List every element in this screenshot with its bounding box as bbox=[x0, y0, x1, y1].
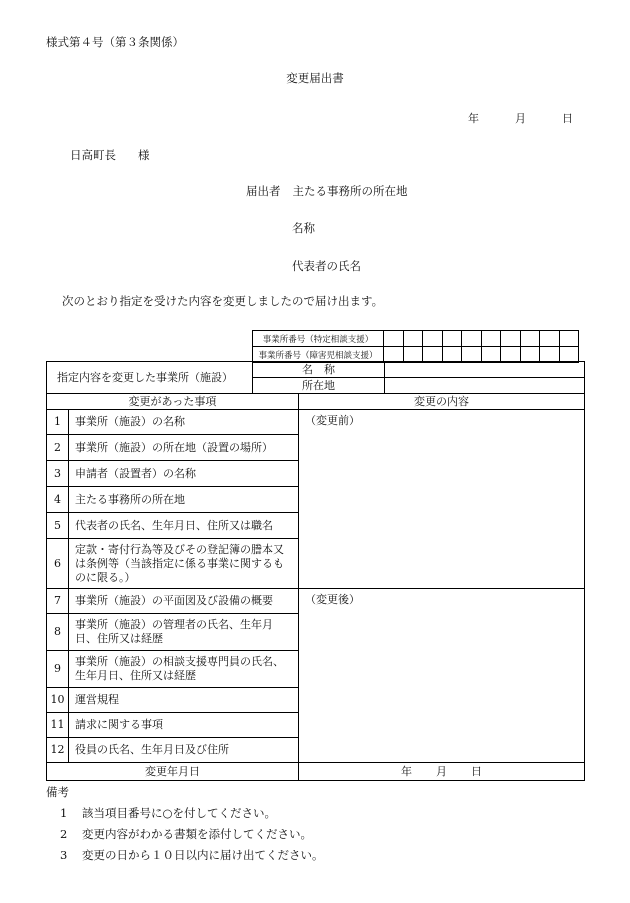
applicant-name-label: 名称 bbox=[292, 221, 315, 235]
item-text: 事業所（施設）の相談支援専門員の氏名、生年月日、住所又は経歴 bbox=[69, 651, 299, 688]
table-row bbox=[47, 589, 585, 614]
change-after-label: （変更後） bbox=[305, 593, 360, 606]
date-day-label: 日 bbox=[562, 112, 573, 125]
note-line bbox=[60, 826, 324, 842]
digit-box[interactable] bbox=[559, 331, 579, 347]
note-line bbox=[60, 847, 324, 863]
item-number[interactable]: 11 bbox=[47, 713, 69, 738]
item-number[interactable]: 10 bbox=[47, 688, 69, 713]
digit-box[interactable] bbox=[540, 331, 560, 347]
facility-location-label: 所在地 bbox=[253, 378, 385, 394]
item-number[interactable]: 6 bbox=[47, 539, 69, 589]
note-line bbox=[60, 805, 324, 821]
facility-name-field[interactable] bbox=[385, 362, 585, 378]
document-title: 変更届出書 bbox=[286, 71, 344, 85]
change-date-field[interactable] bbox=[299, 763, 585, 781]
office-number-row bbox=[253, 331, 579, 347]
item-text: 主たる事務所の所在地 bbox=[69, 487, 299, 513]
note-text: 該当項目番号に○を付してください。 bbox=[82, 806, 277, 820]
item-text: 代表者の氏名、生年月日、住所又は職名 bbox=[69, 513, 299, 539]
change-before-label: （変更前） bbox=[305, 414, 360, 427]
item-text: 役員の氏名、生年月日及び住所 bbox=[69, 738, 299, 763]
item-number[interactable]: 1 bbox=[47, 410, 69, 435]
facility-name-label: 名 称 bbox=[253, 362, 385, 378]
addressee-honorific: 様 bbox=[138, 148, 150, 162]
note-text: 変更の日から１０日以内に届け出てください。 bbox=[82, 848, 324, 862]
item-text: 事業所（施設）の管理者の氏名、生年月日、住所又は経歴 bbox=[69, 614, 299, 651]
item-text: 事業所（施設）の平面図及び設備の概要 bbox=[69, 589, 299, 614]
form-number-label: 様式第４号（第３条関係） bbox=[46, 35, 184, 49]
addressee bbox=[70, 147, 150, 163]
changes-header: 変更の内容 bbox=[299, 394, 585, 410]
item-number[interactable]: 7 bbox=[47, 589, 69, 614]
office-number-table bbox=[252, 330, 579, 363]
office-number-label: 事業所番号（特定相談支援） bbox=[253, 331, 384, 347]
items-header: 変更があった事項 bbox=[47, 394, 299, 410]
change-table bbox=[46, 361, 585, 781]
digit-box[interactable] bbox=[501, 331, 521, 347]
digit-box[interactable] bbox=[481, 331, 501, 347]
item-text: 請求に関する事項 bbox=[69, 713, 299, 738]
change-after-field[interactable] bbox=[299, 589, 585, 763]
digit-box[interactable] bbox=[423, 331, 443, 347]
item-number[interactable]: 12 bbox=[47, 738, 69, 763]
facility-label: 指定内容を変更した事業所（施設） bbox=[47, 362, 253, 394]
notes-heading: 備考 bbox=[46, 785, 69, 799]
applicant-address-label: 主たる事務所の所在地 bbox=[292, 184, 408, 198]
change-date-label: 変更年月日 bbox=[47, 763, 299, 781]
note-number: 3 bbox=[60, 848, 68, 862]
item-number[interactable]: 4 bbox=[47, 487, 69, 513]
note-number: 2 bbox=[60, 827, 68, 841]
item-number[interactable]: 8 bbox=[47, 614, 69, 651]
change-date-month: 月 bbox=[436, 764, 447, 778]
intro-text: 次のとおり指定を受けた内容を変更しましたので届け出ます。 bbox=[62, 294, 384, 308]
note-number: 1 bbox=[60, 806, 68, 820]
applicant-label: 届出者 bbox=[246, 184, 281, 198]
item-number[interactable]: 3 bbox=[47, 461, 69, 487]
change-date-row bbox=[47, 763, 585, 781]
digit-box[interactable] bbox=[462, 331, 482, 347]
table-row bbox=[47, 410, 585, 435]
note-text: 変更内容がわかる書類を添付してください。 bbox=[82, 827, 312, 841]
item-text: 事業所（施設）の所在地（設置の場所） bbox=[69, 435, 299, 461]
addressee-name: 日高町長 bbox=[70, 148, 116, 162]
digit-box[interactable] bbox=[384, 331, 404, 347]
item-text: 定款・寄付行為等及びその登記簿の謄本又は条例等（当該指定に係る事業に関するものに限る。） bbox=[69, 539, 299, 589]
digit-box[interactable] bbox=[520, 331, 540, 347]
digit-box[interactable] bbox=[403, 331, 423, 347]
item-text: 事業所（施設）の名称 bbox=[69, 410, 299, 435]
date-month-label: 月 bbox=[515, 112, 526, 125]
applicant-representative-label: 代表者の氏名 bbox=[292, 259, 361, 273]
office-number-label: 事業所番号（障害児相談支援） bbox=[253, 347, 384, 363]
item-number[interactable]: 2 bbox=[47, 435, 69, 461]
change-date-day: 日 bbox=[471, 764, 482, 778]
item-text: 申請者（設置者）の名称 bbox=[69, 461, 299, 487]
change-date-year: 年 bbox=[401, 764, 412, 778]
applicant-block bbox=[246, 183, 408, 199]
facility-location-field[interactable] bbox=[385, 378, 585, 394]
item-number[interactable]: 9 bbox=[47, 651, 69, 688]
item-text: 運営規程 bbox=[69, 688, 299, 713]
digit-box[interactable] bbox=[442, 331, 462, 347]
item-number[interactable]: 5 bbox=[47, 513, 69, 539]
change-before-field[interactable] bbox=[299, 410, 585, 589]
notes-section bbox=[46, 784, 324, 868]
date-year-label: 年 bbox=[468, 112, 479, 125]
